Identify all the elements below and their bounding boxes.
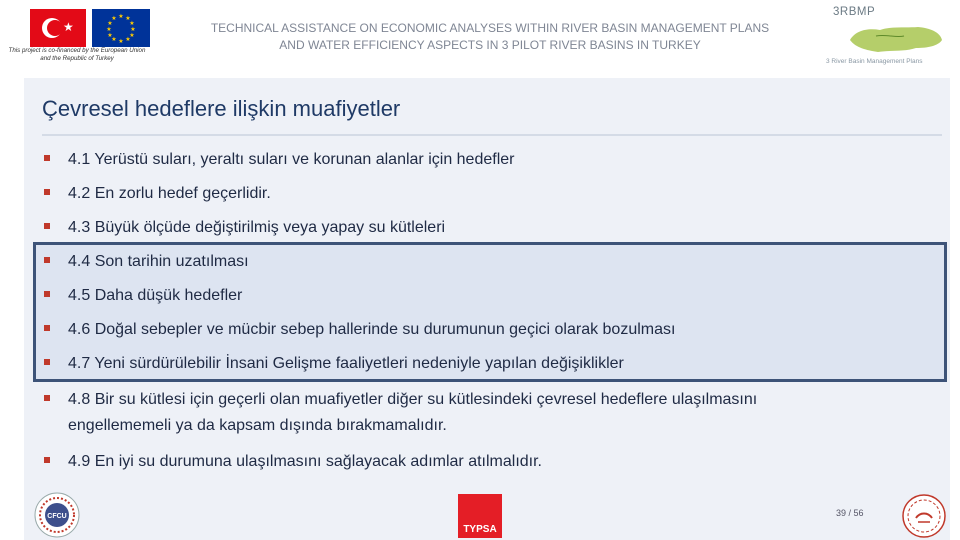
svg-text:★: ★ (130, 26, 136, 33)
turkey-flag-icon: ★ (30, 9, 86, 47)
typsa-label: TYPSA (463, 524, 497, 535)
bullet-text: 4.7 Yeni sürdürülebilir İnsani Gelişme faaliyetleri nedeniyle yapılan değişiklikler (68, 355, 624, 372)
bullet-marker (44, 291, 50, 297)
svg-text:★: ★ (118, 38, 124, 45)
typsa-logo (458, 494, 502, 538)
page-number: 39 / 56 (836, 508, 864, 518)
bullet-text: 4.3 Büyük ölçüde değiştirilmiş veya yapay su kütleleri (68, 219, 446, 236)
project-title-line1: TECHNICAL ASSISTANCE ON ECONOMIC ANALYSES WITHIN RIVER BASIN MANAGEMENT PLANS (210, 21, 770, 35)
rbmp-logo-text: 3RBMP (833, 6, 876, 18)
bullet-marker (44, 257, 50, 263)
slide-header (0, 0, 960, 78)
bullet-marker (44, 359, 50, 365)
bullet-marker (44, 395, 50, 401)
bullet-text: 4.2 En zorlu hedef geçerlidir. (68, 185, 271, 202)
cofinance-note: This project is co-financed by the European Union and the Republic of Turkey (8, 47, 146, 62)
ministry-seal-icon (902, 494, 946, 538)
turkey-map-icon (846, 18, 946, 60)
svg-text:★: ★ (107, 20, 113, 27)
project-title-line2: AND WATER EFFICIENCY ASPECTS IN 3 PILOT RIVER BASINS IN TURKEY (279, 38, 701, 52)
bullet-text: 4.4 Son tarihin uzatılması (68, 253, 249, 270)
bullet-text: 4.9 En iyi su durumuna ulaşılmasını sağlayacak adımlar atılmalıdır. (68, 453, 542, 470)
svg-text:★: ★ (125, 36, 131, 43)
eu-flag-icon (92, 9, 150, 47)
svg-text:★: ★ (118, 13, 124, 20)
svg-text:★: ★ (125, 15, 131, 22)
project-title (150, 20, 830, 54)
bullet-marker (44, 457, 50, 463)
svg-text:★: ★ (111, 36, 117, 43)
bullet-marker (44, 223, 50, 229)
svg-text:★: ★ (107, 32, 113, 39)
cfcu-label: CFCU (47, 513, 67, 520)
bullet-marker (44, 189, 50, 195)
svg-text:★: ★ (129, 32, 135, 39)
bullet-marker (44, 325, 50, 331)
bullet-text: 4.1 Yerüstü suları, yeraltı suları ve korunan alanlar için hedefler (68, 151, 515, 168)
bullet-text: 4.6 Doğal sebepler ve mücbir sebep hallerinde su durumunun geçici olarak bozulması (68, 321, 676, 338)
rbmp-logo-subtitle: 3 River Basin Management Plans (826, 58, 923, 65)
bullet-text: 4.5 Daha düşük hedefler (68, 287, 243, 304)
flags (30, 9, 150, 47)
title-divider (42, 134, 942, 136)
cfcu-logo-icon (34, 492, 80, 538)
svg-text:★: ★ (129, 20, 135, 27)
bullet-text: 4.8 Bir su kütlesi için geçerli olan muafiyetler diğer su kütlesindeki çevresel hedeflere ulaşılmasını (68, 391, 758, 408)
svg-text:★: ★ (106, 26, 112, 33)
bullet-text-continued: engellememeli ya da kapsam dışında bırakmamalıdır. (68, 417, 447, 434)
slide-title: Çevresel hedeflere ilişkin muafiyetler (42, 96, 401, 121)
bullet-marker (44, 155, 50, 161)
svg-text:★: ★ (111, 15, 117, 22)
